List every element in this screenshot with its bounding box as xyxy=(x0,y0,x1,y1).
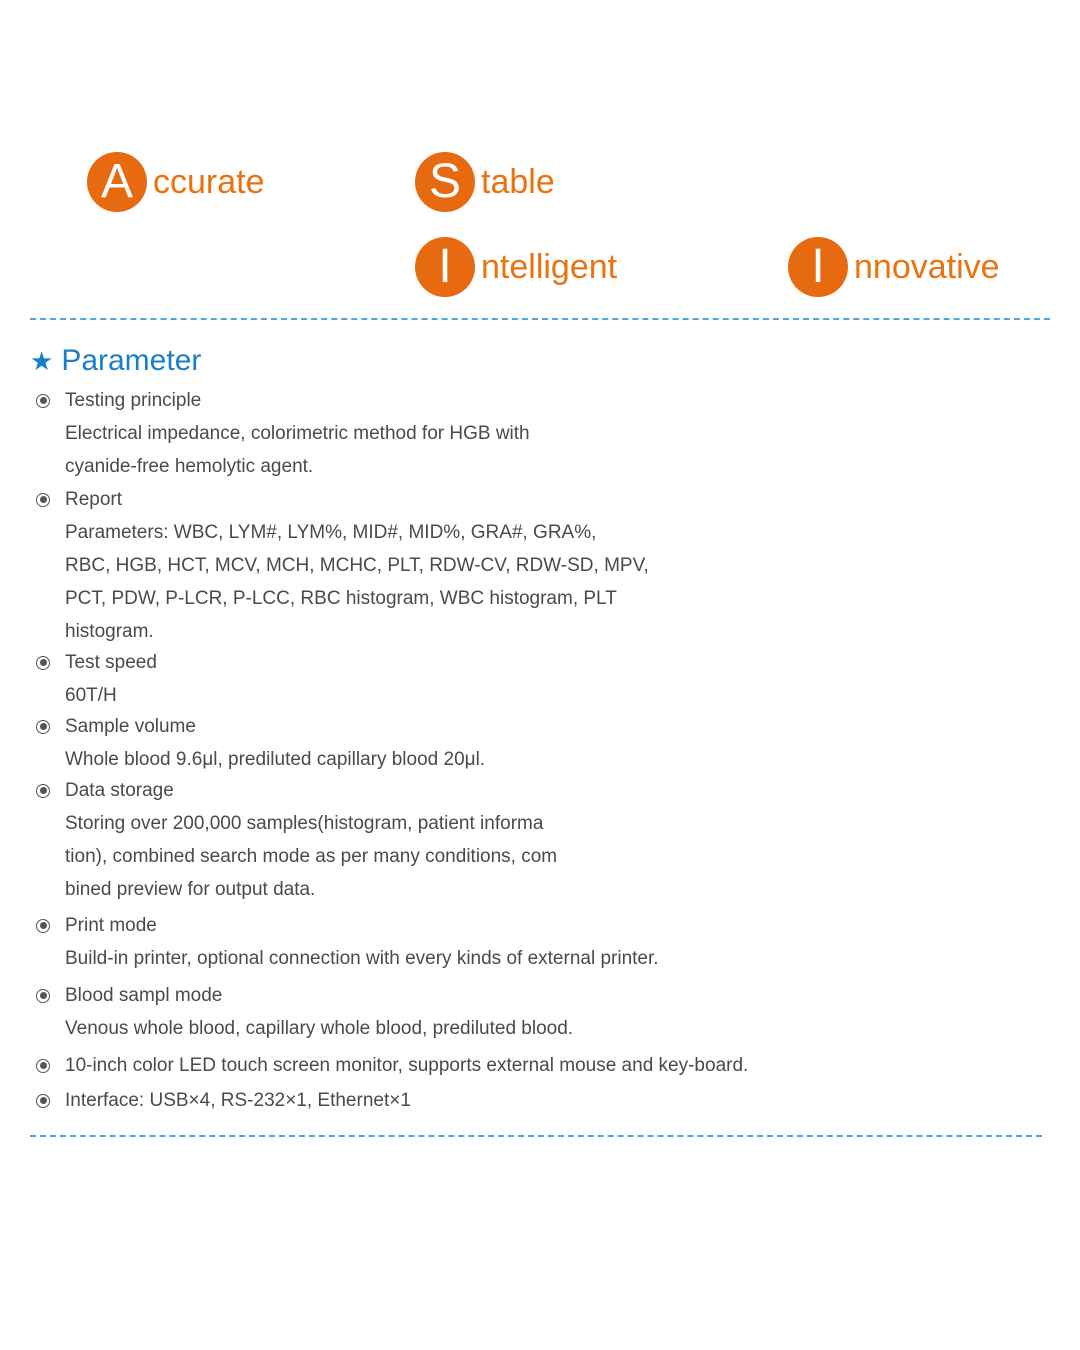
item-text: cyanide-free hemolytic agent. xyxy=(65,456,314,477)
feature-stable xyxy=(415,152,555,212)
divider-bottom xyxy=(30,1135,1042,1137)
item-text: Venous whole blood, capillary whole blood, prediluted blood. xyxy=(65,1018,574,1039)
item-text: bined preview for output data. xyxy=(65,879,316,900)
list-item xyxy=(30,384,990,483)
item-heading: Sample volume xyxy=(65,716,196,737)
star-icon: ★ xyxy=(30,346,54,376)
item-text: Parameters: WBC, LYM#, LYM%, MID#, MID%, GRA#, GRA%, xyxy=(65,522,597,543)
item-text: RBC, HGB, HCT, MCV, MCH, MCHC, PLT, RDW-CV, RDW-SD, MPV, xyxy=(65,555,649,576)
bullet-icon xyxy=(30,646,65,679)
bullet-icon xyxy=(30,384,65,417)
item-text: Storing over 200,000 samples(histogram, patient informa xyxy=(65,813,544,834)
feature-word: nnovative xyxy=(854,248,1000,286)
section-heading xyxy=(30,340,201,382)
section-title: Parameter xyxy=(61,344,202,377)
feature-letter-circle: I xyxy=(415,237,475,297)
list-item xyxy=(30,979,990,1045)
list-item xyxy=(30,646,990,712)
feature-intelligent xyxy=(415,237,617,297)
list-item xyxy=(30,909,990,975)
list-item xyxy=(30,774,990,906)
bullet-icon xyxy=(30,483,65,516)
item-text: tion), combined search mode as per many conditions, com xyxy=(65,846,558,867)
item-heading: Test speed xyxy=(65,652,157,673)
bullet-icon xyxy=(30,909,65,942)
bullet-icon xyxy=(30,1049,65,1082)
parameter-list xyxy=(30,384,990,1117)
item-text: 60T/H xyxy=(65,685,117,706)
list-item xyxy=(30,1049,990,1082)
feature-letter-circle: S xyxy=(415,152,475,212)
item-heading: Report xyxy=(65,489,123,510)
item-heading: Interface: USB×4, RS-232×1, Ethernet×1 xyxy=(65,1090,411,1111)
feature-word: ccurate xyxy=(153,163,265,201)
bullet-icon xyxy=(30,774,65,807)
item-heading: Testing principle xyxy=(65,390,202,411)
item-text: histogram. xyxy=(65,621,154,642)
item-text: Electrical impedance, colorimetric method for HGB with xyxy=(65,423,530,444)
divider-top xyxy=(30,318,1050,320)
feature-word: table xyxy=(481,163,555,201)
feature-word: ntelligent xyxy=(481,248,618,286)
list-item xyxy=(30,1084,990,1117)
bullet-icon xyxy=(30,979,65,1012)
bullet-icon xyxy=(30,1084,65,1117)
item-text: Build-in printer, optional connection with every kinds of external printer. xyxy=(65,948,659,969)
feature-innovative xyxy=(788,237,1000,297)
item-heading: Print mode xyxy=(65,915,157,936)
item-heading: Data storage xyxy=(65,780,174,801)
feature-letter-circle: A xyxy=(87,152,147,212)
list-item xyxy=(30,483,990,648)
bullet-icon xyxy=(30,710,65,743)
list-item xyxy=(30,710,990,776)
feature-letter-circle: I xyxy=(788,237,848,297)
item-text: Whole blood 9.6μl, prediluted capillary blood 20μl. xyxy=(65,749,486,770)
item-heading: Blood sampl mode xyxy=(65,985,223,1006)
item-heading: 10-inch color LED touch screen monitor, supports external mouse and key-board. xyxy=(65,1055,749,1076)
item-text: PCT, PDW, P-LCR, P-LCC, RBC histogram, WBC histogram, PLT xyxy=(65,588,617,609)
feature-accurate xyxy=(87,152,265,212)
